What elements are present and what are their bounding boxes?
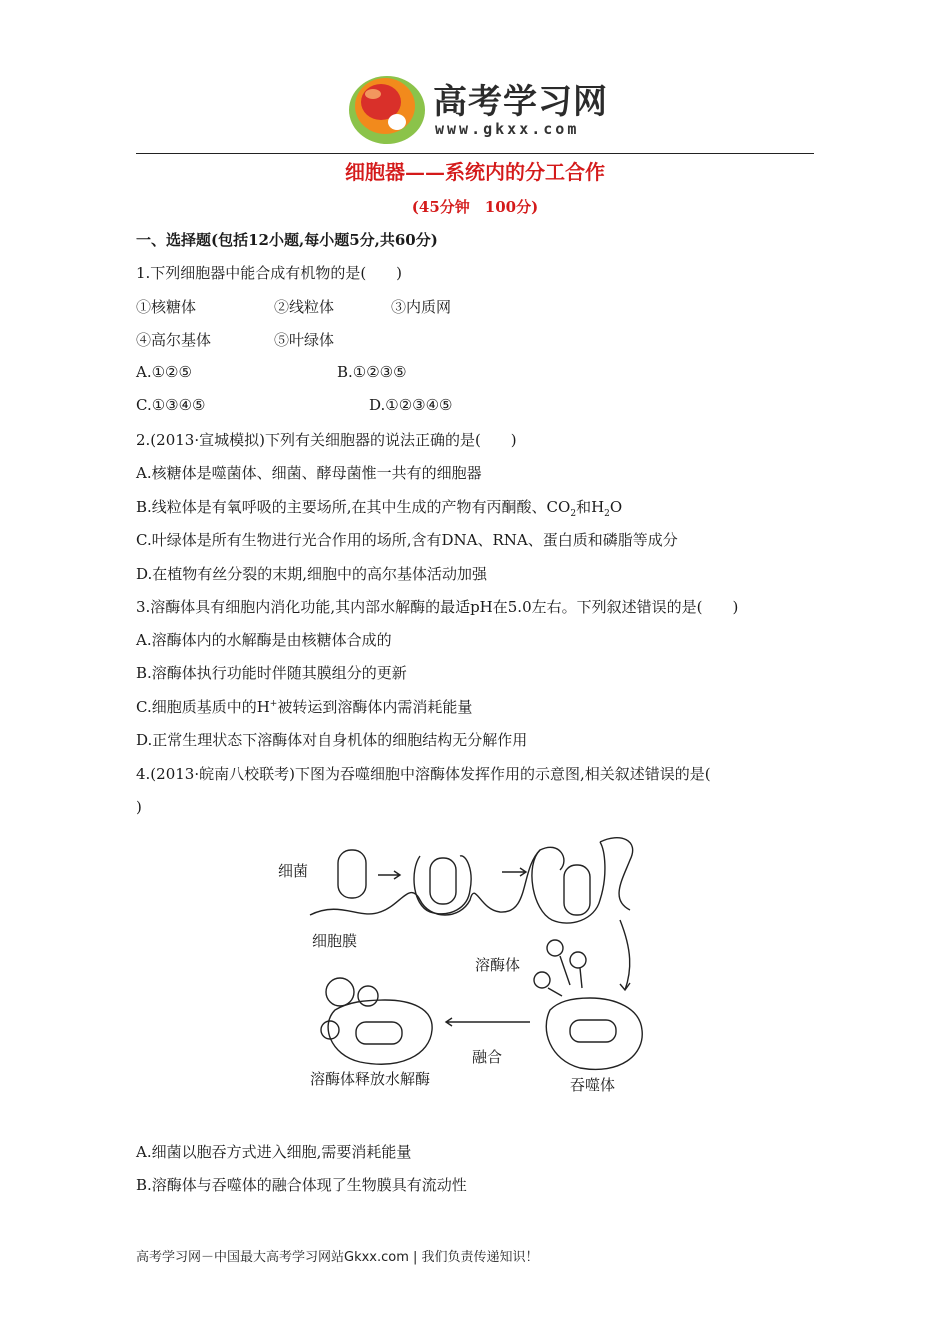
q2-option-b-mid: 和H [576, 498, 605, 516]
arrow-down [620, 920, 630, 990]
q2-option-d: D.在植物有丝分裂的末期,细胞中的高尔基体活动加强 [136, 565, 488, 583]
logo-emblem-icon [345, 68, 431, 148]
release-cell-outline [328, 1000, 432, 1064]
q2-option-a: A.核糖体是噬菌体、细菌、酵母菌惟一共有的细胞器 [136, 464, 482, 482]
section-heading: 一、选择题(包括12小题,每小题5分,共60分) [136, 231, 438, 249]
question-4-stem: 4.(2013·皖南八校联考)下图为吞噬细胞中溶酶体发挥作用的示意图,相关叙述错误的是( [136, 765, 711, 783]
q3-option-c-text: C.细胞质基质中的H [136, 698, 270, 716]
page-footer: 高考学习网－中国最大高考学习网站Gkxx.com | 我们负责传递知识！ [136, 1250, 539, 1265]
q2-option-b-end: O [609, 498, 623, 516]
question-3-stem: 3.溶酶体具有细胞内消化功能,其内部水解酶的最适pH在5.0左右。下列叙述错误的是( ) [136, 598, 739, 616]
lysosome-2 [570, 952, 586, 968]
arrow-1 [378, 871, 400, 879]
page-title: 细胞器——系统内的分工合作 [345, 160, 605, 184]
q1-item-3: ③内质网 [391, 298, 452, 316]
q1-item-1: ①核糖体 [136, 298, 197, 316]
bacterium-1 [338, 850, 366, 898]
lysosome-1 [547, 940, 563, 956]
fusion-arrow [446, 1018, 530, 1026]
q2-option-b-sub1: 2 [570, 509, 577, 519]
q2-option-b-sub2: 2 [604, 509, 610, 519]
q3-option-c [136, 696, 472, 717]
release-blob-2 [358, 986, 378, 1006]
cell-membrane-line [310, 847, 564, 915]
label-bacteria: 细菌 [278, 862, 309, 880]
q1-option-a: A.①②⑤ [136, 363, 192, 381]
logo-url: www.gkxx.com [435, 120, 580, 138]
question-4-stem-end: ) [136, 798, 142, 816]
label-release: 溶酶体释放水解酶 [310, 1070, 431, 1088]
q1-option-d: D.①②③④⑤ [369, 396, 453, 414]
page-subtitle: (45分钟 100分) [411, 198, 539, 216]
label-phagosome: 吞噬体 [570, 1076, 616, 1094]
site-logo [345, 68, 625, 148]
q3-option-d: D.正常生理状态下溶酶体对自身机体的细胞结构无分解作用 [136, 731, 528, 749]
bacterium-5 [356, 1022, 402, 1044]
q3-option-b: B.溶酶体执行功能时伴随其膜组分的更新 [136, 664, 407, 682]
lysosome-diagram [270, 820, 690, 1100]
q2-option-c: C.叶绿体是所有生物进行光合作用的场所,含有DNA、RNA、蛋白质和磷脂等成分 [136, 531, 678, 549]
label-fusion: 融合 [472, 1048, 503, 1066]
q3-option-c-sup: + [269, 699, 278, 709]
bacterium-4 [570, 1020, 616, 1042]
q1-item-5: ⑤叶绿体 [274, 331, 335, 349]
q4-option-a: A.细菌以胞吞方式进入细胞,需要消耗能量 [136, 1143, 412, 1161]
q3-option-a: A.溶酶体内的水解酶是由核糖体合成的 [136, 631, 392, 649]
question-2-stem: 2.(2013·宣城模拟)下列有关细胞器的说法正确的是( ) [136, 431, 517, 449]
release-blob-1 [326, 978, 354, 1006]
q1-item-4: ④高尔基体 [136, 331, 212, 349]
label-membrane: 细胞膜 [312, 932, 358, 950]
lysosome-3 [534, 972, 550, 988]
q2-option-b [136, 496, 622, 519]
phagosome-outline [546, 998, 642, 1069]
q1-option-b: B.①②③⑤ [337, 363, 407, 381]
q1-option-c: C.①③④⑤ [136, 396, 206, 414]
q4-option-b: B.溶酶体与吞噬体的融合体现了生物膜具有流动性 [136, 1176, 467, 1194]
cell-membrane-left-cup [532, 842, 605, 923]
header-rule [136, 153, 814, 154]
question-1-stem: 1.下列细胞器中能合成有机物的是( ) [136, 264, 403, 282]
q2-option-b-text: B.线粒体是有氧呼吸的主要场所,在其中生成的产物有丙酮酸、CO [136, 498, 571, 516]
q3-option-c-end: 被转运到溶酶体内需消耗能量 [277, 698, 473, 716]
bacterium-2 [430, 858, 456, 904]
lysosome-arrows [548, 956, 582, 996]
q1-item-2: ②线粒体 [274, 298, 335, 316]
logo-text: 高考学习网 [433, 82, 608, 122]
bacterium-3 [564, 865, 590, 915]
label-lysosome: 溶酶体 [475, 956, 521, 974]
arrow-2 [502, 868, 526, 876]
